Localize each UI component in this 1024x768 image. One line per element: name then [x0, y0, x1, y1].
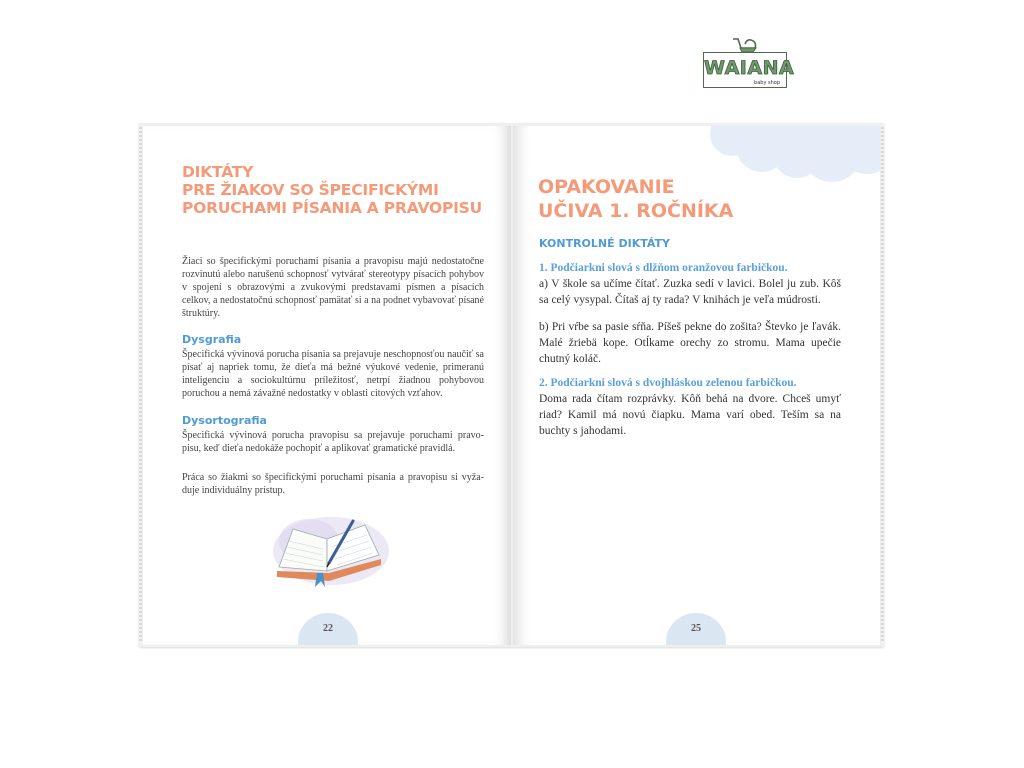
logo-wordmark: WAIANA — [704, 57, 795, 79]
logo-tagline: baby shop — [754, 80, 780, 86]
page-number-badge-right — [666, 613, 726, 645]
page-number-left: 22 — [323, 623, 333, 634]
intro-paragraph: Žiaci so špecifickými poruchami písania a pravopisu majú nedostatočne rozvinutú alebo narušenú schopnosť vytvárať stereotypy písacích pohybov v spojení s obrazovými a zvukovými predstavami písmen a písacích celkov, a nedostatočnú schopnosť pamätať si a na podnet vybavovať písané štruktúry. — [182, 256, 484, 319]
right-page-title: OPAKOVANIE UČIVA 1. ROČNÍKA — [538, 176, 734, 222]
section-text-dysgrafia: Špecifická vývinová porucha písania sa prejavuje neschopnosťou naučiť sa písať aj napriek tomu, že dieťa má bežné výukové vedenie, primeranú inteligenciu a sociokultúrnu príležitosť, netrpí žiadnou pohybovou poruchou a nemá závažné nedostatky v oblasti citových vzťahov. — [182, 349, 484, 399]
page-edges-right — [881, 127, 884, 643]
task1-part-a: a) V škole sa učíme čítať. Zuzka sedí v lavici. Bolel ju zub. Kôš sa celý vysypal. Čítaš aj ty rada? V knihách je veľa múdrosti. — [539, 278, 841, 306]
page-number-right: 25 — [691, 623, 701, 634]
task2-text: Doma rada čítam rozprávky. Kôň behá na dvore. Chceš umyť riad? Kamil má novú čiapku. Mama varí obed. Teším sa na buchty s jahodami. — [539, 393, 841, 437]
task1-part-b: b) Pri vŕbe sa pasie sŕňa. Píšeš pekne do zošita? Števko je ľavák. Malé žriebä kope. Otĺkame orechy zo stromu. Mama upečie chutný koláč. — [539, 321, 841, 365]
page-edges-left — [139, 127, 142, 643]
left-page — [143, 126, 511, 645]
right-page-subtitle: KONTROLNÉ DIKTÁTY — [539, 237, 670, 250]
logo-frame — [703, 52, 795, 88]
left-page-title: DIKTÁTY PRE ŽIAKOV SO ŠPECIFICKÝMI PORUCHAMI PÍSANIA A PRAVOPISU — [182, 163, 483, 217]
task2-heading: 2. Podčiarkni slová s dvojhláskou zelenou farbičkou. — [539, 377, 797, 389]
closing-paragraph: Práca so žiakmi so špecifickými poruchami písania a pravopisu si vyža-duje individuálny prístup. — [182, 472, 484, 496]
book-spread — [139, 123, 884, 647]
right-page — [513, 126, 880, 645]
section-text-dysortografia: Špecifická vývinová porucha pravopisu sa prejavuje poruchami pravo-pisu, keď dieťa nedokáže pochopiť a aplikovať gramatické pravidlá. — [182, 430, 484, 454]
section-heading-dysgrafia: Dysgrafia — [182, 333, 242, 346]
page-number-badge-left — [298, 613, 358, 645]
notebook-icon — [269, 511, 391, 591]
brand-logo — [703, 36, 795, 92]
section-heading-dysortografia: Dysortografia — [182, 414, 267, 427]
task1-heading: 1. Podčiarkni slová s dlžňom oranžovou farbičkou. — [539, 262, 788, 274]
